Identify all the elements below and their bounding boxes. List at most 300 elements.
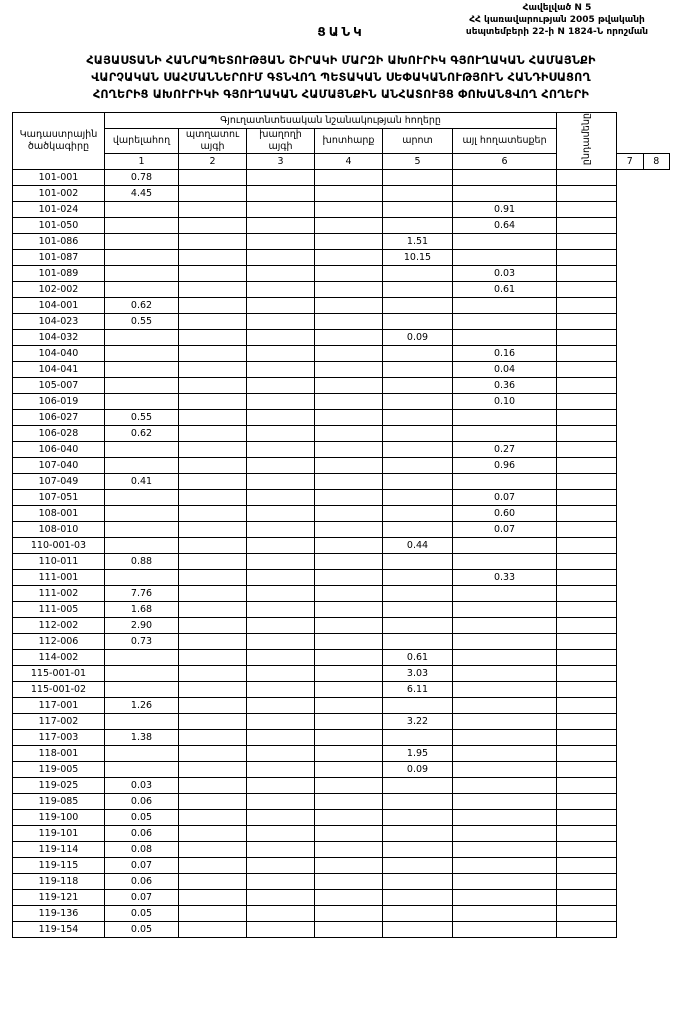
cell-pasture	[383, 458, 453, 474]
cell-total	[557, 346, 617, 362]
cell-arable	[105, 650, 179, 666]
table-row	[13, 202, 670, 218]
cell-vineyard	[247, 458, 315, 474]
cell-other-lands: 0.10	[453, 394, 557, 410]
cell-vineyard	[247, 586, 315, 602]
cell-arable: 2.90	[105, 618, 179, 634]
cell-other-lands: 0.33	[453, 570, 557, 586]
table-row	[13, 730, 670, 746]
cell-other-lands: 0.96	[453, 458, 557, 474]
cell-total	[557, 522, 617, 538]
cell-cadastral-code: 101-089	[13, 266, 105, 282]
cell-pasture	[383, 474, 453, 490]
cell-hayfield	[315, 282, 383, 298]
title-line-3: ՀՈՂԵՐԻՑ ԱԽՈՒՐԻԿԻ ԳՅՈՒՂԱԿԱՆ ՀԱՄԱՅՆՔԻՆ ԱՆՀԱՏՈՒՅՑ ՓՈԽԱՆՑՎՈՂ ՀՈՂԵՐԻ	[92, 88, 590, 101]
cell-total	[557, 810, 617, 826]
cell-other-lands: 0.04	[453, 362, 557, 378]
cell-other-lands	[453, 906, 557, 922]
cell-cadastral-code: 104-040	[13, 346, 105, 362]
cell-other-lands: 0.64	[453, 218, 557, 234]
cell-orchard	[179, 554, 247, 570]
cell-hayfield	[315, 730, 383, 746]
cell-total	[557, 826, 617, 842]
cell-hayfield	[315, 634, 383, 650]
table-row	[13, 458, 670, 474]
cell-pasture	[383, 554, 453, 570]
cell-vineyard	[247, 266, 315, 282]
cell-arable	[105, 522, 179, 538]
cell-orchard	[179, 650, 247, 666]
cell-arable	[105, 666, 179, 682]
table-row	[13, 170, 670, 186]
cell-cadastral-code: 118-001	[13, 746, 105, 762]
cell-total	[557, 506, 617, 522]
cell-total	[557, 538, 617, 554]
cell-pasture: 0.61	[383, 650, 453, 666]
cell-vineyard	[247, 650, 315, 666]
cell-hayfield	[315, 762, 383, 778]
cell-orchard	[179, 458, 247, 474]
cell-cadastral-code: 112-006	[13, 634, 105, 650]
cell-hayfield	[315, 522, 383, 538]
cell-vineyard	[247, 730, 315, 746]
cell-cadastral-code: 104-032	[13, 330, 105, 346]
table-row	[13, 842, 670, 858]
table-row	[13, 522, 670, 538]
table-row	[13, 922, 670, 938]
cell-vineyard	[247, 474, 315, 490]
cell-vineyard	[247, 362, 315, 378]
cell-total	[557, 314, 617, 330]
cell-hayfield	[315, 842, 383, 858]
cell-arable	[105, 746, 179, 762]
cell-vineyard	[247, 314, 315, 330]
table-row	[13, 314, 670, 330]
cell-vineyard	[247, 522, 315, 538]
cell-cadastral-code: 110-011	[13, 554, 105, 570]
cell-total	[557, 362, 617, 378]
cell-vineyard	[247, 442, 315, 458]
cell-other-lands: 0.07	[453, 490, 557, 506]
cell-vineyard	[247, 762, 315, 778]
cell-orchard	[179, 330, 247, 346]
cell-pasture	[383, 794, 453, 810]
cell-cadastral-code: 101-002	[13, 186, 105, 202]
table-row	[13, 762, 670, 778]
table-row	[13, 650, 670, 666]
cell-hayfield	[315, 858, 383, 874]
land-allocation-table	[12, 112, 670, 938]
table-row	[13, 362, 670, 378]
cell-cadastral-code: 104-001	[13, 298, 105, 314]
cell-arable: 0.88	[105, 554, 179, 570]
cell-pasture	[383, 890, 453, 906]
cell-pasture	[383, 442, 453, 458]
cell-arable: 0.07	[105, 858, 179, 874]
cell-total	[557, 330, 617, 346]
annex-line-1: Հավելված N 5	[522, 3, 592, 13]
cell-total	[557, 298, 617, 314]
cell-total	[557, 778, 617, 794]
cell-orchard	[179, 698, 247, 714]
cell-orchard	[179, 682, 247, 698]
cell-total	[557, 746, 617, 762]
table-row	[13, 538, 670, 554]
cell-other-lands: 0.03	[453, 266, 557, 282]
cell-arable	[105, 234, 179, 250]
cell-other-lands: 0.27	[453, 442, 557, 458]
cell-other-lands	[453, 730, 557, 746]
cell-pasture	[383, 602, 453, 618]
cell-orchard	[179, 250, 247, 266]
cell-total	[557, 218, 617, 234]
cell-pasture	[383, 410, 453, 426]
cell-total	[557, 202, 617, 218]
cell-cadastral-code: 119-100	[13, 810, 105, 826]
cell-vineyard	[247, 538, 315, 554]
cell-cadastral-code: 104-023	[13, 314, 105, 330]
cell-vineyard	[247, 922, 315, 938]
cell-orchard	[179, 170, 247, 186]
cell-arable: 4.45	[105, 186, 179, 202]
cell-total	[557, 666, 617, 682]
cell-hayfield	[315, 330, 383, 346]
cell-arable: 0.05	[105, 922, 179, 938]
cell-arable: 0.08	[105, 842, 179, 858]
cell-orchard	[179, 186, 247, 202]
cell-vineyard	[247, 426, 315, 442]
cell-arable: 0.73	[105, 634, 179, 650]
table-row	[13, 666, 670, 682]
cell-other-lands	[453, 858, 557, 874]
cell-orchard	[179, 314, 247, 330]
cell-arable	[105, 378, 179, 394]
cell-orchard	[179, 570, 247, 586]
cell-pasture	[383, 186, 453, 202]
cell-total	[557, 410, 617, 426]
cell-arable: 1.38	[105, 730, 179, 746]
cell-hayfield	[315, 778, 383, 794]
cell-total	[557, 266, 617, 282]
cell-vineyard	[247, 170, 315, 186]
cell-cadastral-code: 101-024	[13, 202, 105, 218]
cell-cadastral-code: 106-040	[13, 442, 105, 458]
cell-hayfield	[315, 426, 383, 442]
cell-hayfield	[315, 362, 383, 378]
table-row	[13, 602, 670, 618]
cell-cadastral-code: 107-040	[13, 458, 105, 474]
table-row	[13, 906, 670, 922]
table-row	[13, 394, 670, 410]
cell-other-lands	[453, 746, 557, 762]
cell-hayfield	[315, 346, 383, 362]
table-row	[13, 698, 670, 714]
cell-cadastral-code: 101-001	[13, 170, 105, 186]
cell-vineyard	[247, 218, 315, 234]
cell-other-lands	[453, 810, 557, 826]
cell-arable: 1.26	[105, 698, 179, 714]
cell-orchard	[179, 714, 247, 730]
cell-other-lands	[453, 618, 557, 634]
cell-hayfield	[315, 586, 383, 602]
cell-total	[557, 698, 617, 714]
cell-arable: 0.62	[105, 426, 179, 442]
column-number-7: 7	[617, 154, 643, 170]
table-row	[13, 778, 670, 794]
cell-orchard	[179, 394, 247, 410]
cell-arable	[105, 218, 179, 234]
cell-cadastral-code: 102-002	[13, 282, 105, 298]
cell-cadastral-code: 117-003	[13, 730, 105, 746]
cell-hayfield	[315, 666, 383, 682]
column-number-8: 8	[643, 154, 669, 170]
column-header-vineyard: խաղողի այգի	[247, 129, 315, 154]
cell-orchard	[179, 282, 247, 298]
table-row	[13, 234, 670, 250]
cell-cadastral-code: 101-087	[13, 250, 105, 266]
table-row	[13, 490, 670, 506]
cell-orchard	[179, 490, 247, 506]
cell-orchard	[179, 586, 247, 602]
cell-total	[557, 490, 617, 506]
cell-other-lands	[453, 826, 557, 842]
cell-arable	[105, 330, 179, 346]
cell-arable: 0.06	[105, 794, 179, 810]
cell-orchard	[179, 826, 247, 842]
cell-vineyard	[247, 906, 315, 922]
table-row	[13, 682, 670, 698]
cell-hayfield	[315, 554, 383, 570]
cell-total	[557, 426, 617, 442]
cell-pasture	[383, 282, 453, 298]
cell-pasture	[383, 314, 453, 330]
cell-other-lands: 0.07	[453, 522, 557, 538]
cell-cadastral-code: 106-027	[13, 410, 105, 426]
cell-cadastral-code: 111-002	[13, 586, 105, 602]
cell-vineyard	[247, 842, 315, 858]
table-row	[13, 794, 670, 810]
cell-other-lands	[453, 170, 557, 186]
cell-total	[557, 794, 617, 810]
table-body	[13, 170, 670, 938]
cell-pasture	[383, 346, 453, 362]
cell-hayfield	[315, 234, 383, 250]
cell-cadastral-code: 115-001-01	[13, 666, 105, 682]
table-row	[13, 474, 670, 490]
cell-vineyard	[247, 810, 315, 826]
cell-pasture	[383, 426, 453, 442]
cell-orchard	[179, 794, 247, 810]
cell-orchard	[179, 506, 247, 522]
cell-other-lands	[453, 250, 557, 266]
cell-total	[557, 682, 617, 698]
cell-vineyard	[247, 202, 315, 218]
cell-orchard	[179, 522, 247, 538]
cell-arable	[105, 346, 179, 362]
column-header-cadastral-code: Կադաստրային ծածկագիրը	[13, 113, 105, 170]
cell-cadastral-code: 111-005	[13, 602, 105, 618]
cell-arable: 1.68	[105, 602, 179, 618]
cell-total	[557, 762, 617, 778]
cell-hayfield	[315, 298, 383, 314]
table-row	[13, 634, 670, 650]
cell-other-lands	[453, 314, 557, 330]
cell-arable: 0.62	[105, 298, 179, 314]
cell-hayfield	[315, 922, 383, 938]
cell-orchard	[179, 618, 247, 634]
cell-pasture: 6.11	[383, 682, 453, 698]
cell-orchard	[179, 634, 247, 650]
cell-orchard	[179, 218, 247, 234]
table-row	[13, 874, 670, 890]
cell-orchard	[179, 842, 247, 858]
cell-total	[557, 554, 617, 570]
cell-pasture	[383, 698, 453, 714]
cell-pasture: 1.51	[383, 234, 453, 250]
document-type-heading: ՑԱՆԿ	[317, 25, 365, 39]
cell-vineyard	[247, 394, 315, 410]
cell-arable	[105, 394, 179, 410]
table-row	[13, 506, 670, 522]
cell-cadastral-code: 112-002	[13, 618, 105, 634]
cell-vineyard	[247, 746, 315, 762]
table-group-header-row	[13, 113, 670, 129]
cell-arable: 0.06	[105, 874, 179, 890]
cell-hayfield	[315, 186, 383, 202]
cell-other-lands	[453, 554, 557, 570]
table-row	[13, 186, 670, 202]
cell-orchard	[179, 922, 247, 938]
table-row	[13, 554, 670, 570]
cell-cadastral-code: 119-115	[13, 858, 105, 874]
cell-pasture	[383, 842, 453, 858]
cell-total	[557, 730, 617, 746]
cell-hayfield	[315, 538, 383, 554]
table-row	[13, 858, 670, 874]
cell-pasture: 3.22	[383, 714, 453, 730]
cell-total	[557, 170, 617, 186]
cell-hayfield	[315, 394, 383, 410]
cell-cadastral-code: 106-028	[13, 426, 105, 442]
cell-cadastral-code: 110-001-03	[13, 538, 105, 554]
cell-vineyard	[247, 826, 315, 842]
cell-pasture	[383, 922, 453, 938]
cell-orchard	[179, 874, 247, 890]
table-row	[13, 618, 670, 634]
cell-orchard	[179, 426, 247, 442]
cell-vineyard	[247, 714, 315, 730]
cell-pasture	[383, 858, 453, 874]
cell-other-lands: 0.91	[453, 202, 557, 218]
cell-pasture	[383, 362, 453, 378]
cell-hayfield	[315, 698, 383, 714]
cell-hayfield	[315, 618, 383, 634]
cell-pasture: 0.09	[383, 330, 453, 346]
column-header-orchard: պտղատու այգի	[179, 129, 247, 154]
cell-pasture	[383, 618, 453, 634]
cell-pasture	[383, 874, 453, 890]
cell-cadastral-code: 108-001	[13, 506, 105, 522]
cell-hayfield	[315, 602, 383, 618]
cell-arable: 0.55	[105, 314, 179, 330]
cell-hayfield	[315, 250, 383, 266]
table-row	[13, 282, 670, 298]
table-row	[13, 890, 670, 906]
cell-hayfield	[315, 906, 383, 922]
cell-vineyard	[247, 554, 315, 570]
cell-orchard	[179, 410, 247, 426]
column-group-agricultural-lands: Գյուղատնտեսական նշանակության հողերը	[105, 113, 557, 129]
cell-orchard	[179, 602, 247, 618]
cell-vineyard	[247, 506, 315, 522]
cell-cadastral-code: 115-001-02	[13, 682, 105, 698]
cell-total	[557, 890, 617, 906]
cell-vineyard	[247, 778, 315, 794]
cell-vineyard	[247, 666, 315, 682]
cell-total	[557, 282, 617, 298]
cell-vineyard	[247, 634, 315, 650]
cell-arable: 0.07	[105, 890, 179, 906]
cell-arable: 0.06	[105, 826, 179, 842]
title-line-2: ՎԱՐՉԱԿԱՆ ՍԱՀՄԱՆՆԵՐՈՒՄ ԳՏՆՎՈՂ ՊԵՏԱԿԱՆ ՍԵՓԱԿԱՆՈՒԹՅՈՒՆ ՀԱՆԴԻՍԱՑՈՂ	[91, 71, 591, 84]
cell-cadastral-code: 119-121	[13, 890, 105, 906]
cell-hayfield	[315, 794, 383, 810]
cell-orchard	[179, 762, 247, 778]
cell-orchard	[179, 362, 247, 378]
cell-other-lands	[453, 666, 557, 682]
cell-orchard	[179, 730, 247, 746]
cell-cadastral-code: 101-086	[13, 234, 105, 250]
column-header-hayfield: խոտհարք	[315, 129, 383, 154]
cell-total	[557, 442, 617, 458]
cell-pasture: 0.09	[383, 762, 453, 778]
cell-total	[557, 858, 617, 874]
cell-arable	[105, 442, 179, 458]
cell-vineyard	[247, 874, 315, 890]
cell-arable	[105, 490, 179, 506]
cell-arable	[105, 458, 179, 474]
cell-total	[557, 602, 617, 618]
cell-orchard	[179, 346, 247, 362]
cell-total	[557, 842, 617, 858]
table-row	[13, 586, 670, 602]
cell-cadastral-code: 101-050	[13, 218, 105, 234]
cell-vineyard	[247, 602, 315, 618]
cell-cadastral-code: 119-101	[13, 826, 105, 842]
table-row	[13, 378, 670, 394]
cell-pasture	[383, 298, 453, 314]
column-header-total: ընդամենը	[557, 113, 617, 170]
cell-orchard	[179, 858, 247, 874]
cell-orchard	[179, 778, 247, 794]
cell-pasture	[383, 634, 453, 650]
cell-other-lands	[453, 890, 557, 906]
cell-hayfield	[315, 410, 383, 426]
cell-vineyard	[247, 250, 315, 266]
title-line-1: ՀԱՅԱՍՏԱՆԻ ՀԱՆՐԱՊԵՏՈՒԹՅԱՆ ՇԻՐԱԿԻ ՄԱՐԶԻ ԱԽՈՒՐԻԿ ԳՅՈՒՂԱԿԱՆ ՀԱՄԱՅՆՔԻ	[86, 54, 596, 67]
cell-cadastral-code: 114-002	[13, 650, 105, 666]
column-number-1: 1	[105, 154, 179, 170]
cell-arable: 0.41	[105, 474, 179, 490]
cell-other-lands: 0.61	[453, 282, 557, 298]
cell-total	[557, 634, 617, 650]
cell-pasture: 0.44	[383, 538, 453, 554]
cell-pasture	[383, 394, 453, 410]
cell-arable: 0.03	[105, 778, 179, 794]
cell-pasture	[383, 586, 453, 602]
cell-hayfield	[315, 682, 383, 698]
cell-other-lands	[453, 474, 557, 490]
